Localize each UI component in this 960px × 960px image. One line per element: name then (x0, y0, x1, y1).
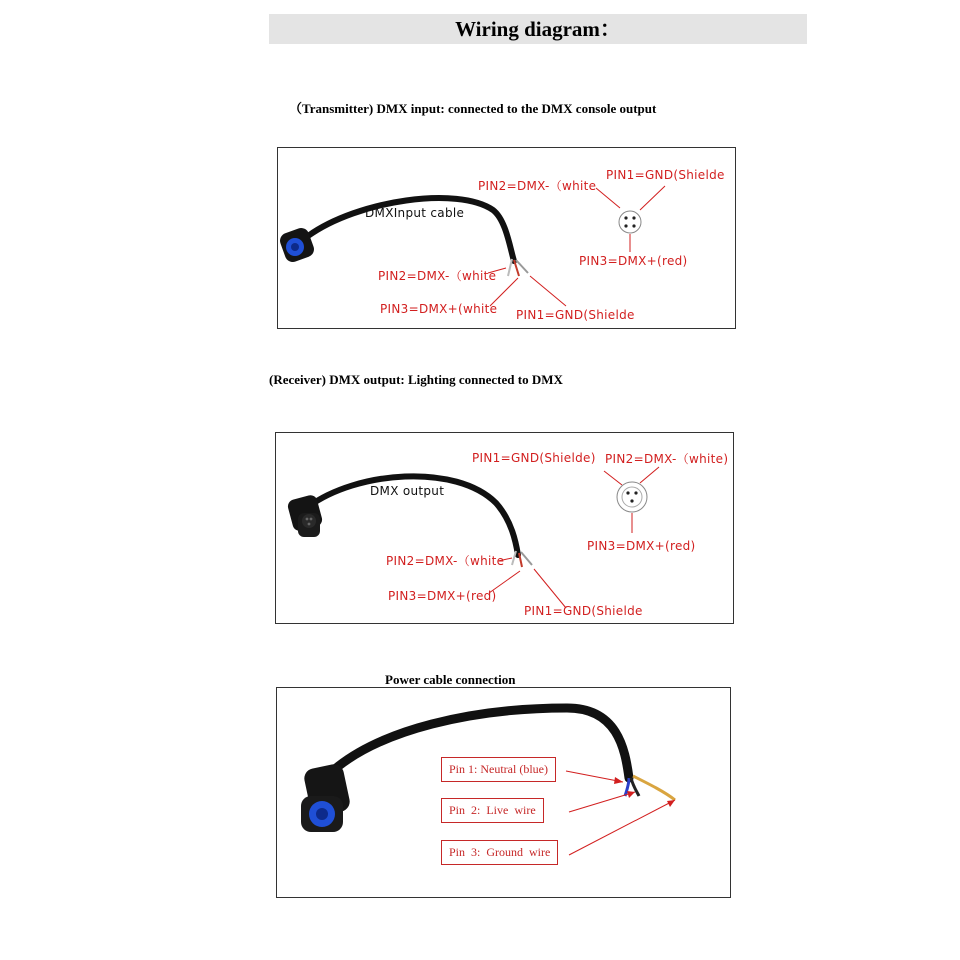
receiver-socket-pin2-label: PIN2=DMX-（white) (605, 452, 729, 466)
transmitter-white-wire (508, 259, 512, 276)
receiver-caption: (Receiver) DMX output: Lighting connected to DMX (269, 372, 563, 387)
receiver-shield-wire (521, 552, 532, 565)
page-title: Wiring diagram： (269, 14, 807, 44)
power-leader-lines (566, 771, 675, 855)
receiver-socket-pin3-label: PIN3=DMX+(red) (587, 539, 696, 553)
transmitter-caption: （Transmitter) DMX input: connected to the DMX console output (289, 101, 657, 116)
transmitter-socket-pin1-label: PIN1=GND(Shielde (606, 168, 725, 182)
receiver-socket-icon (617, 482, 647, 512)
receiver-wire-pin1-label: PIN1=GND(Shielde (524, 604, 643, 618)
transmitter-diagram-panel (277, 147, 736, 329)
transmitter-wire-pin3-label: PIN3=DMX+(white (380, 302, 498, 316)
receiver-cable-label: DMX output (370, 484, 445, 498)
power-pin2-label: Pin 2: Live wire (441, 798, 544, 823)
power-diagram-panel (276, 687, 731, 898)
transmitter-wire-pin1-label: PIN1=GND(Shielde (516, 308, 635, 322)
receiver-wire-pin3-label: PIN3=DMX+(red) (388, 589, 497, 603)
transmitter-socket-pin3-label: PIN3=DMX+(red) (579, 254, 688, 268)
receiver-socket-pin1-label: PIN1=GND(Shielde) (472, 451, 596, 465)
receiver-wire-pin2-label: PIN2=DMX-（white (386, 554, 505, 568)
power-connector-icon (301, 762, 352, 832)
receiver-white-wire (512, 551, 516, 565)
power-drawing (277, 688, 732, 899)
power-pin1-label: Pin 1: Neutral (blue) (441, 757, 556, 782)
transmitter-cable-label: DMXInput cable (365, 206, 465, 220)
power-caption: Power cable connection (385, 672, 516, 687)
power-yellow-wire (633, 776, 675, 800)
transmitter-wire-pin2-label: PIN2=DMX-（white (378, 269, 497, 283)
transmitter-socket-icon (619, 211, 641, 233)
transmitter-socket-pin2-label: PIN2=DMX-（white (478, 179, 597, 193)
transmitter-leader-lines (488, 186, 665, 306)
receiver-diagram-panel (275, 432, 734, 624)
power-pin3-label: Pin 3: Ground wire (441, 840, 558, 865)
